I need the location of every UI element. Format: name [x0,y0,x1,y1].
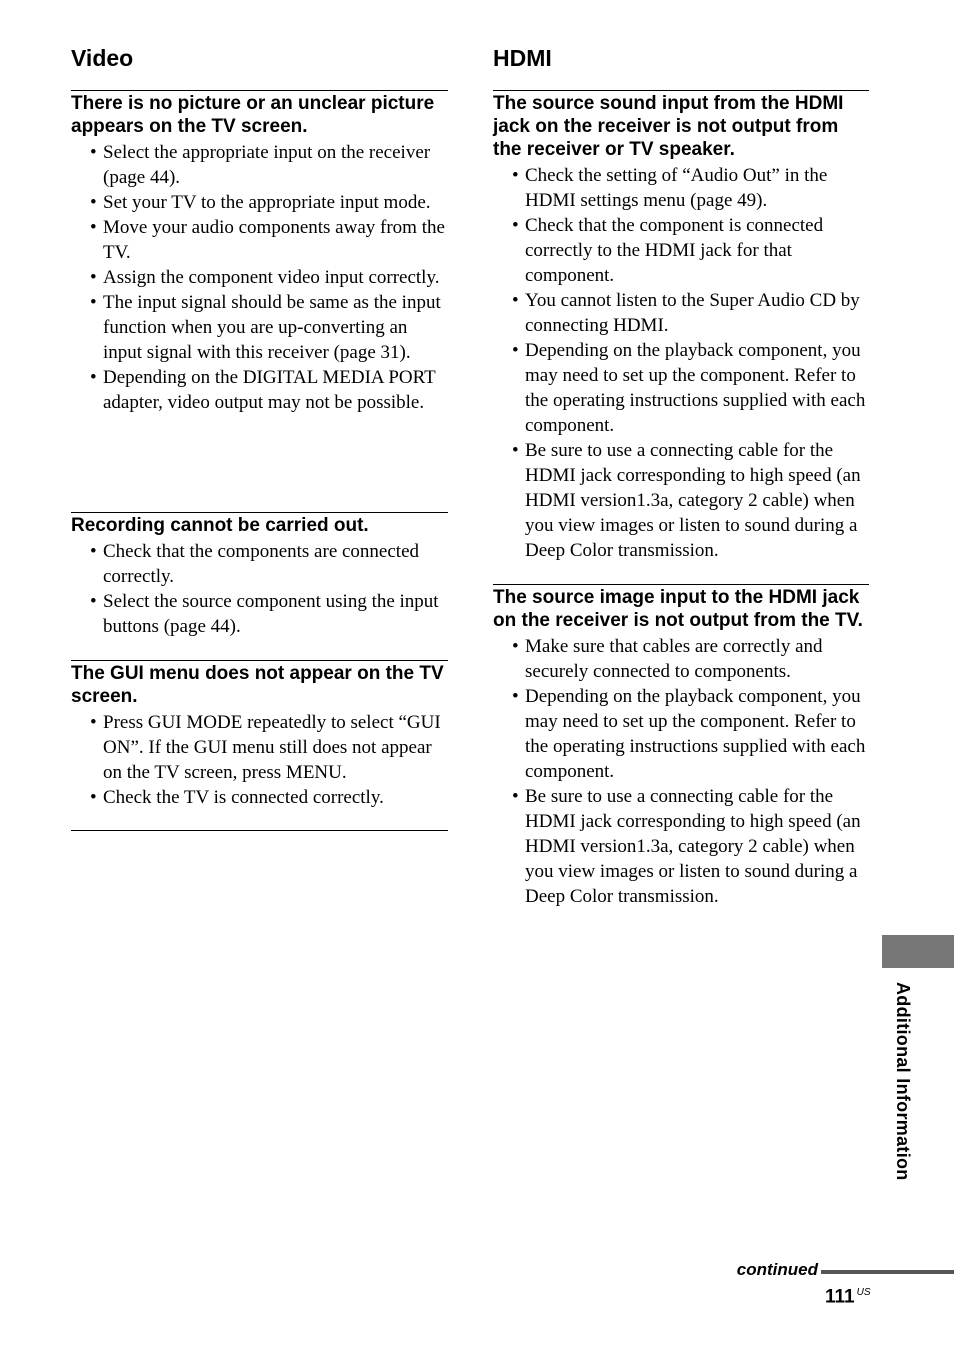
list-item: • Select the appropriate input on the receiver (page 44). [90,142,431,188]
section-tab-marker [882,935,954,968]
item-list [71,539,448,639]
topic-title: The source sound input from the HDMI jack on the receiver is not output from the receiver or TV speaker. [493,93,844,160]
bullet: • [512,786,519,807]
bullet: • [90,591,97,612]
bullet: • [512,215,519,236]
bullet: • [512,440,519,461]
divider [493,90,869,91]
list-item: • The input signal should be same as the input function when you are up-converting an input signal with this receiver (page 31). [90,292,441,363]
bullet: • [512,165,519,186]
bullet: • [512,340,519,361]
topic-title: The GUI menu does not appear on the TV screen. [71,663,444,707]
topic-hdmi-sound [493,92,869,563]
divider [71,512,448,513]
list-item: • Check the setting of “Audio Out” in the HDMI settings menu (page 49). [512,165,828,211]
list-item: • Select the source component using the input buttons (page 44). [90,591,439,637]
item-list [493,163,869,563]
divider [71,660,448,661]
list-item: • Set your TV to the appropriate input mode. [90,192,431,213]
bullet: • [512,290,519,311]
item-list [493,634,869,909]
list-item: • Depending on the playback component, you may need to set up the component. Refer to the operating instructions supplied with each component. [512,686,866,782]
topic-no-picture [71,92,448,415]
bullet: • [90,541,97,562]
topic-hdmi-image [493,586,869,909]
bullet: • [90,712,97,733]
page-number [825,1282,871,1308]
divider [493,584,869,585]
continued-bar [821,1270,954,1274]
topic-gui-menu [71,662,448,810]
bullet: • [90,192,97,213]
side-section-label: Additional Information [893,982,913,1181]
section-heading-hdmi: HDMI [493,45,552,71]
list-item: • Assign the component video input correctly. [90,267,440,288]
list-item: • Press GUI MODE repeatedly to select “GUI ON”. If the GUI menu still does not appear on the TV screen, press MENU. [90,712,441,783]
list-item: • Depending on the DIGITAL MEDIA PORT adapter, video output may not be possible. [90,367,436,413]
continued-label: continued [736,1260,818,1279]
bullet: • [90,292,97,313]
divider [71,830,448,831]
list-item: • Move your audio components away from the TV. [90,217,445,263]
topic-recording [71,514,448,639]
bullet: • [512,686,519,707]
list-item: • Check that the components are connected correctly. [90,541,420,587]
list-item: • You cannot listen to the Super Audio CD by connecting HDMI. [512,290,860,336]
divider [71,90,448,91]
bullet: • [90,267,97,288]
bullet: • [90,142,97,163]
list-item: • Make sure that cables are correctly and securely connected to components. [512,636,823,682]
topic-title: Recording cannot be carried out. [71,515,369,536]
item-list [71,140,448,415]
list-item: • Depending on the playback component, you may need to set up the component. Refer to the operating instructions supplied with each component. [512,340,866,436]
bullet: • [90,787,97,808]
list-item: • Check that the component is connected correctly to the HDMI jack for that component. [512,215,824,286]
list-item: • Be sure to use a connecting cable for the HDMI jack corresponding to high speed (an HDMI version1.3a, category 2 cable) when you view images or listen to sound during a Deep Color transmission. [512,440,861,561]
item-list [71,710,448,810]
bullet: • [90,217,97,238]
page-number-value: 111 [825,1286,855,1308]
list-item: • Check the TV is connected correctly. [90,787,384,808]
bullet: • [512,636,519,657]
bullet: • [90,367,97,388]
page-number-suffix: US [856,1287,871,1298]
section-heading-video: Video [71,45,134,71]
list-item: • Be sure to use a connecting cable for the HDMI jack corresponding to high speed (an HDMI version1.3a, category 2 cable) when you view images or listen to sound during a Deep Color transmission. [512,786,861,907]
topic-title: There is no picture or an unclear picture appears on the TV screen. [71,93,435,137]
topic-title: The source image input to the HDMI jack on the receiver is not output from the TV. [493,587,863,631]
